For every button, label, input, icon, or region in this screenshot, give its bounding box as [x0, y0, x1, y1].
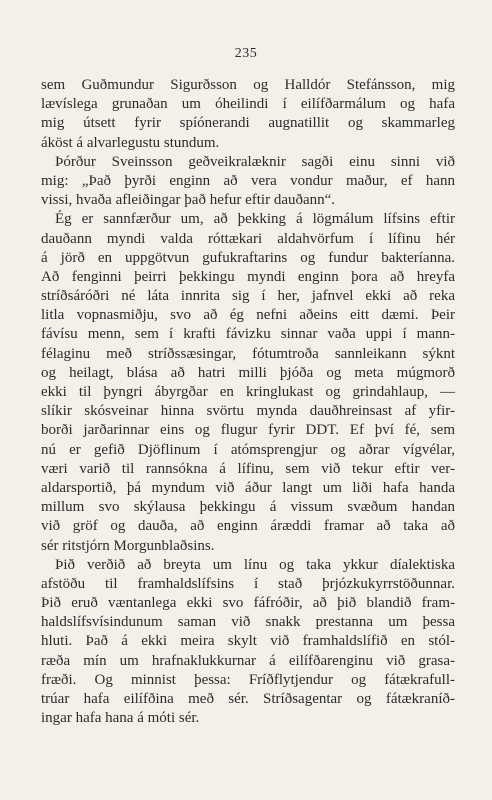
text-line: stríðsáróðri né láta innrita sig í her, jafnvel ekki að reka	[41, 288, 455, 305]
text-line: Þið eruð væntanlega ekki svo fáfróðir, að þið blandið fram-	[41, 595, 455, 612]
text-line: Ég er sannfærður um, að þekking á lögmálum lífsins eftir	[55, 211, 455, 228]
text-line: nú er gefið Djöflinum í atómsprengjur og aðrar vígvélar,	[41, 441, 455, 458]
text-line: áköst á alvarlegustu stundum.	[41, 134, 220, 151]
text-line: slíkir skósveinar hinna svörtu mynda dauðhreinsast af yfir-	[41, 403, 455, 420]
text-line: Þið verðið að breyta um línu og taka ykkur díalektiska	[55, 556, 455, 573]
text-line: litla vopnasmiðju, svo að ég nefni aðeins eitt dæmi. Þeir	[41, 307, 455, 324]
text-line: Þórður Sveinsson geðveikralæknir sagði einu sinni við	[55, 153, 455, 170]
text-line: lævíslega grunaðan um óheilindi í eilífðarmálum og hafa	[41, 96, 455, 113]
text-line: millum svo skýlausa þekkingu á vissum svæðum handan	[41, 499, 455, 516]
text-line: fávísu menn, sem í krafti fávizku sinnar vaða uppi í mann-	[41, 326, 455, 343]
text-line: hluti. Það á ekki meira skylt við framhaldslífið en stól-	[41, 633, 455, 650]
text-line: félaginu með stríðssæsingar, fótumtroða sannleikann sýknt	[41, 345, 455, 362]
text-line: haldslífsvísindunum saman við snakk prestanna um þessa	[41, 614, 455, 631]
text-line: ingar hafa hana á móti sér.	[41, 710, 200, 727]
text-line: mig: „Það þyrði enginn að vera vondur maður, ef hann	[41, 172, 455, 189]
text-line: við gröf og dauða, að enginn áræddi framar að taka að	[41, 518, 455, 535]
text-line: vissi, hvaða afleiðingar það hefur eftir dauðann“.	[41, 192, 336, 209]
text-line: ræða mín um hrafnaklukkurnar á eilífðarenginu við grasa-	[41, 652, 455, 669]
text-line: afstöðu til framhaldslífsins í stað þrjózkukyrrstöðunnar.	[41, 575, 455, 592]
text-line: sem Guðmundur Sigurðsson og Halldór Stefánsson, mig	[41, 77, 455, 93]
text-line: aldarsportið, þá myndum við áður langt um liði hafa handa	[41, 479, 455, 496]
text-line: fræði. Og minnist þessa: Fríðflytjendur og fátækrafull-	[41, 671, 455, 688]
text-line: sér ritstjórn Morgunblaðsins.	[41, 537, 215, 554]
text-line: borði jarðarinnar eins og flugur fyrir DDT. Ef því fé, sem	[41, 422, 455, 439]
text-line: á jörð en uppgötvun gufukraftarins og fundur bakteríanna.	[41, 249, 455, 266]
text-line: mig útsett fyrir spíónerandi augnatillit og skammarleg	[41, 115, 455, 132]
text-line: Að fenginni þeirri þekkingu myndi enginn þora að hreyfa	[41, 268, 455, 285]
page-number: 235	[234, 46, 258, 61]
text-line: og heilagt, blása að hatri milli þjóða og meta múgmorð	[41, 364, 455, 381]
body-text	[41, 76, 455, 728]
text-line: trúar hafa eilífðina með sér. Stríðsagentar og fátækraníð-	[41, 691, 455, 707]
text-line: ekki til þyngri ábyrgðar en kringlukast og grindahlaup, —	[41, 384, 455, 400]
text-line: væri varið til rannsókna á lífinu, sem við tekur eftir ver-	[41, 460, 455, 477]
text-line: dauðann myndi valda róttækari aldahvörfum í lífinu hér	[41, 230, 455, 247]
